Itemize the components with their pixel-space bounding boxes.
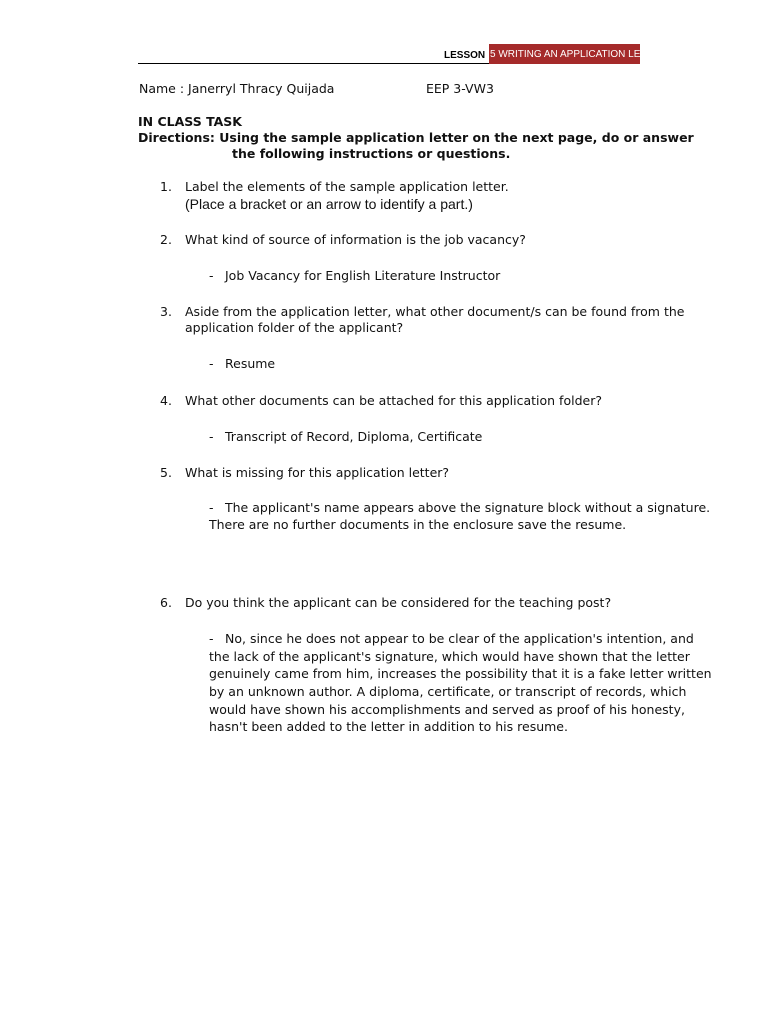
task-title: IN CLASS TASK xyxy=(138,114,242,129)
answer-6-line-3: genuinely came from him, increases the possibility that it is a fake letter written xyxy=(209,666,712,681)
question-3-text-line-2: application folder of the applicant? xyxy=(185,320,404,335)
question-6-number: 6. xyxy=(160,595,172,610)
question-1-subtext: (Place a bracket or an arrow to identify a part.) xyxy=(185,196,473,212)
question-1-text: Label the elements of the sample application letter. xyxy=(185,179,509,194)
question-5-number: 5. xyxy=(160,465,172,480)
student-section: EEP 3-VW3 xyxy=(426,81,494,96)
answer-6-line-5: would have shown his accomplishments and served as proof of his honesty, xyxy=(209,702,685,717)
question-2-number: 2. xyxy=(160,232,172,247)
student-name: Name : Janerryl Thracy Quijada xyxy=(139,81,335,96)
directions-line-2: the following instructions or questions. xyxy=(232,146,511,161)
answer-6-line-4: by an unknown author. A diploma, certificate, or transcript of records, which xyxy=(209,684,687,699)
answer-6-dash: - xyxy=(209,631,214,646)
answer-6-line-2: the lack of the applicant's signature, which would have shown that the letter xyxy=(209,649,690,664)
lesson-title: 5 WRITING AN APPLICATION LETTER xyxy=(490,49,667,60)
question-3-text-line-1: Aside from the application letter, what other document/s can be found from the xyxy=(185,304,685,319)
question-1-number: 1. xyxy=(160,179,172,194)
lesson-title-banner xyxy=(489,44,667,64)
answer-4-dash: - xyxy=(209,429,214,444)
answer-6-line-1: No, since he does not appear to be clear of the application's intention, and xyxy=(225,631,694,646)
answer-6-line-6: hasn't been added to the letter in addition to his resume. xyxy=(209,719,568,734)
question-4-number: 4. xyxy=(160,393,172,408)
question-5-text: What is missing for this application letter? xyxy=(185,465,450,480)
question-6-text: Do you think the applicant can be considered for the teaching post? xyxy=(185,595,612,610)
question-4-text: What other documents can be attached for this application folder? xyxy=(185,393,602,408)
question-2-text: What kind of source of information is the job vacancy? xyxy=(185,232,526,247)
answer-2-dash: - xyxy=(209,268,214,283)
answer-2-text: Job Vacancy for English Literature Instructor xyxy=(225,268,501,283)
answer-4-text: Transcript of Record, Diploma, Certificate xyxy=(225,429,483,444)
directions-line-1: Directions: Using the sample application letter on the next page, do or answer xyxy=(138,130,694,145)
answer-3-text: Resume xyxy=(225,356,276,371)
answer-3-dash: - xyxy=(209,356,214,371)
answer-5-line-1: The applicant's name appears above the signature block without a signature. xyxy=(225,500,711,515)
answer-5-line-2: There are no further documents in the enclosure save the resume. xyxy=(209,517,627,532)
lesson-label: LESSON xyxy=(444,50,486,61)
question-3-number: 3. xyxy=(160,304,172,319)
answer-5-dash: - xyxy=(209,500,214,515)
